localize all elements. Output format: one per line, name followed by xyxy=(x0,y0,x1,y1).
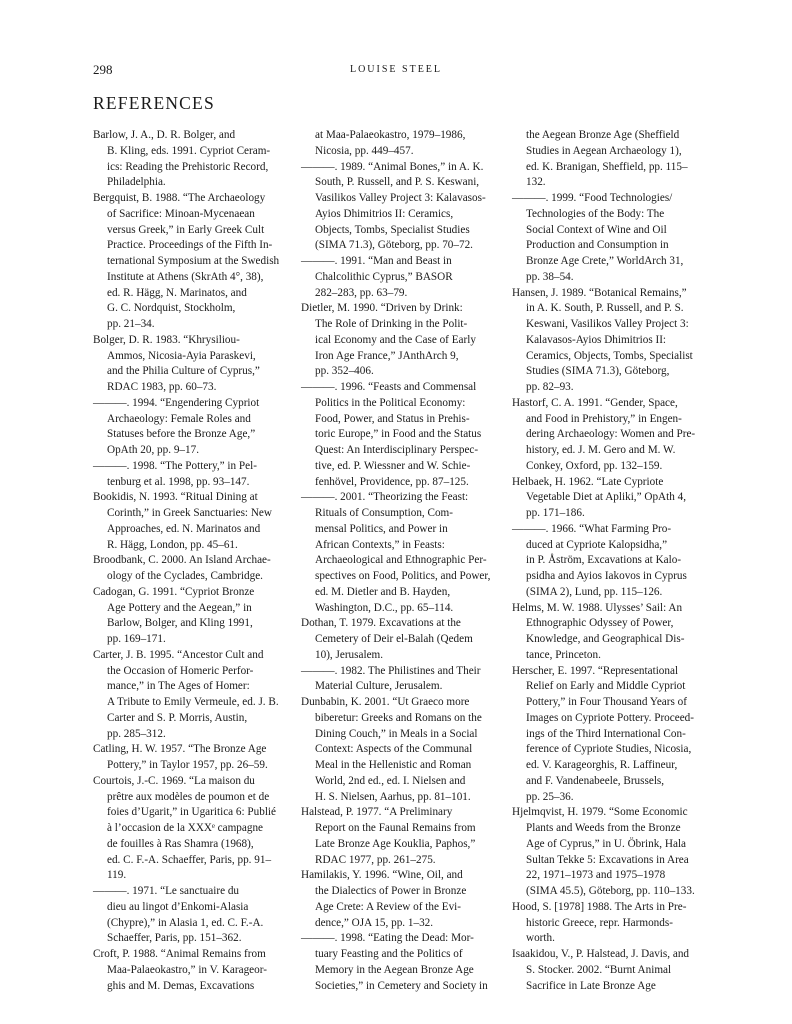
reference-entry xyxy=(512,191,694,286)
reference-entry xyxy=(93,585,275,648)
reference-line: Cadogan, G. 1991. “Cypriot Bronze xyxy=(93,585,255,598)
reference-line: 132. xyxy=(526,176,546,189)
reference-entry xyxy=(301,301,483,380)
section-title: REFERENCES xyxy=(93,93,215,113)
reference-line: Practice. Proceedings of the Fifth In- xyxy=(107,239,273,252)
reference-line: Context: Aspects of the Communal xyxy=(315,743,473,756)
reference-line: Isaakidou, V., P. Halstead, J. Davis, and xyxy=(512,948,690,960)
reference-line: ———. 2001. “Theorizing the Feast: xyxy=(301,491,469,504)
reference-line: H. S. Nielsen, Aarhus, pp. 81–101. xyxy=(315,790,471,803)
reference-line: Age Crete: A Review of the Evi- xyxy=(315,900,462,913)
reference-line: A Tribute to Emily Vermeule, ed. J. B. xyxy=(107,696,279,708)
reference-line: ———. 1989. “Animal Bones,” in A. K. xyxy=(301,160,484,173)
reference-entry xyxy=(93,459,275,491)
reference-line: Dunbabin, K. 2001. “Ut Graeco more xyxy=(301,696,470,708)
reference-line: Hjelmqvist, H. 1979. “Some Economic xyxy=(512,806,688,819)
reference-line: tive, ed. P. Wiessner and W. Schie- xyxy=(315,459,471,472)
reference-entry xyxy=(93,742,275,774)
reference-line: Kalavasos-Ayios Dhimitrios II: xyxy=(526,333,667,346)
reference-line: de fouilles à Ras Shamra (1968), xyxy=(107,837,254,850)
reference-line: in A. K. South, P. Russell, and P. S. xyxy=(526,302,684,315)
reference-entry xyxy=(512,396,694,475)
reference-line: R. Hägg, London, pp. 45–61. xyxy=(107,538,238,551)
reference-line: (SIMA 71.3), Göteborg, pp. 70–72. xyxy=(315,239,473,252)
reference-line: tuary Feasting and the Politics of xyxy=(315,948,463,960)
reference-column-1 xyxy=(93,128,280,994)
reference-line: Plants and Weeds from the Bronze xyxy=(526,822,681,834)
reference-entry xyxy=(93,396,275,459)
reference-line: psidha and Ayios Iakovos in Cyprus xyxy=(526,570,687,582)
reference-line: Ceramics, Objects, Tombs, Specialist xyxy=(526,349,693,362)
reference-line: Helbaek, H. 1962. “Late Cypriote xyxy=(512,475,664,488)
reference-line: Keswani, Vasilikos Valley Project 3: xyxy=(526,318,689,330)
reference-line: Vegetable Diet at Apliki,” OpAth 4, xyxy=(526,491,687,504)
reference-line: Pottery,” in Four Thousand Years of xyxy=(526,696,687,708)
reference-line: pp. 169–171. xyxy=(107,633,166,645)
reference-entry xyxy=(512,286,694,396)
reference-line: Conkey, Oxford, pp. 132–159. xyxy=(526,459,663,472)
reference-line: mance,” in The Ages of Homer: xyxy=(107,680,250,693)
reference-line: Bookidis, N. 1993. “Ritual Dining at xyxy=(93,491,258,504)
reference-entry xyxy=(301,380,483,490)
reference-line: Age of Cyprus,” in U. Öbrink, Hala xyxy=(526,837,687,850)
reference-entry xyxy=(301,868,483,931)
reference-line: OpAth 20, pp. 9–17. xyxy=(107,444,199,456)
reference-entry xyxy=(512,475,694,522)
reference-line: ———. 1991. “Man and Beast in xyxy=(301,255,452,267)
reference-line: dieu au lingot d’Enkomi-Alasia xyxy=(107,900,249,913)
reference-entry xyxy=(301,490,491,616)
reference-line: Cemetery of Deir el-Balah (Qedem xyxy=(315,633,473,645)
reference-line: Objects, Tombs, Specialist Studies xyxy=(315,223,470,236)
reference-line: (SIMA 45.5), Göteborg, pp. 110–133. xyxy=(526,885,695,897)
reference-line: pp. 82–93. xyxy=(526,381,574,393)
reference-line: Bergquist, B. 1988. “The Archaeology xyxy=(93,192,266,204)
reference-line: dence,” OJA 15, pp. 1–32. xyxy=(315,916,434,929)
reference-line: Barlow, J. A., D. R. Bolger, and xyxy=(93,129,236,141)
reference-line: (SIMA 2), Lund, pp. 115–126. xyxy=(526,585,663,598)
reference-line: ed. C. F.-A. Schaeffer, Paris, pp. 91– xyxy=(107,853,272,866)
reference-line: Technologies of the Body: The xyxy=(526,207,665,220)
reference-line: pp. 25–36. xyxy=(526,790,574,803)
reference-line: at Maa-Palaeokastro, 1979–1986, xyxy=(315,129,466,141)
reference-line: ternational Symposium at the Swedish xyxy=(107,255,280,267)
reference-line: tenburg et al. 1998, pp. 93–147. xyxy=(107,475,250,488)
reference-line: foies d’Ugarit,” in Ugaritica 6: Publié xyxy=(107,806,277,819)
reference-line: spectives on Food, Politics, and Power, xyxy=(315,570,491,582)
reference-column-2 xyxy=(301,128,491,994)
reference-line: Hamilakis, Y. 1996. “Wine, Oil, and xyxy=(301,869,463,882)
reference-line: pp. 171–186. xyxy=(526,507,585,519)
reference-line: pp. 38–54. xyxy=(526,270,574,283)
reference-line: ed. K. Branigan, Sheffield, pp. 115– xyxy=(526,160,688,173)
reference-line: Hansen, J. 1989. “Botanical Remains,” xyxy=(512,286,687,299)
reference-line: Rituals of Consumption, Com- xyxy=(315,507,453,519)
reference-line: Late Bronze Age Kouklia, Paphos,” xyxy=(315,837,476,850)
reference-line: Social Context of Wine and Oil xyxy=(526,223,667,236)
reference-line: Studies in Aegean Archaeology 1), xyxy=(526,144,682,157)
reference-line: Nicosia, pp. 449–457. xyxy=(315,144,414,157)
reference-line: Chalcolithic Cyprus,” BASOR xyxy=(315,270,453,283)
reference-line: prêtre aux modèles de poumon et de xyxy=(107,790,270,803)
reference-line: World, 2nd ed., ed. I. Nielsen and xyxy=(315,774,466,787)
reference-line: Institute at Athens (SkrAth 4°, 38), xyxy=(107,270,264,283)
reference-line: RDAC 1983, pp. 60–73. xyxy=(107,381,217,393)
reference-entry xyxy=(93,774,275,884)
reference-line: ———. 1998. “The Pottery,” in Pel- xyxy=(93,459,257,472)
reference-line: ghis and M. Demas, Excavations xyxy=(107,979,255,992)
reference-line: Production and Consumption in xyxy=(526,239,669,252)
reference-line: (Chypre),” in Alasia 1, ed. C. F.-A. xyxy=(107,916,264,929)
reference-line: pp. 352–406. xyxy=(315,365,374,378)
reference-entry xyxy=(93,648,279,743)
reference-line: 22, 1971–1973 and 1975–1978 xyxy=(526,869,666,882)
reference-entry xyxy=(301,128,483,160)
reference-line: South, P. Russell, and P. S. Keswani, xyxy=(315,176,480,189)
reference-line: ed. V. Karageorghis, R. Laffineur, xyxy=(526,759,678,771)
reference-line: Meal in the Hellenistic and Roman xyxy=(315,759,472,771)
reference-line: the Occasion of Homeric Perfor- xyxy=(107,664,254,677)
reference-line: Halstead, P. 1977. “A Preliminary xyxy=(301,806,453,819)
reference-entry xyxy=(301,931,488,994)
reference-line: S. Stocker. 2002. “Burnt Animal xyxy=(526,963,672,976)
reference-line: ———. 1966. “What Farming Pro- xyxy=(512,522,672,535)
reference-line: Courtois, J.-C. 1969. “La maison du xyxy=(93,774,255,787)
reference-line: Broodbank, C. 2000. An Island Archae- xyxy=(93,554,271,567)
reference-line: Hastorf, C. A. 1991. “Gender, Space, xyxy=(512,396,678,409)
reference-entry xyxy=(93,553,275,585)
reference-line: Archaeology: Female Roles and xyxy=(107,412,251,425)
reference-line: Croft, P. 1988. “Animal Remains from xyxy=(93,948,266,960)
reference-line: Carter and S. P. Morris, Austin, xyxy=(107,711,248,724)
page-number: 298 xyxy=(93,62,113,77)
reference-line: ics: Reading the Prehistoric Record, xyxy=(107,160,269,173)
reference-line: Schaeffer, Paris, pp. 151–362. xyxy=(107,932,242,945)
reference-line: toric Europe,” in Food and the Status xyxy=(315,428,482,441)
reference-line: ———. 1982. The Philistines and Their xyxy=(301,664,481,677)
reference-line: ———. 1998. “Eating the Dead: Mor- xyxy=(301,932,474,945)
reference-line: Material Culture, Jerusalem. xyxy=(315,680,443,693)
reference-line: Report on the Faunal Remains from xyxy=(315,822,476,834)
reference-line: in P. Åström, Excavations at Kalo- xyxy=(526,554,682,567)
reference-entry xyxy=(512,128,694,191)
reference-line: Relief on Early and Middle Cypriot xyxy=(526,680,686,693)
reference-line: Knowledge, and Geographical Dis- xyxy=(526,633,685,645)
reference-line: à l’occasion de la XXXᵉ campagne xyxy=(107,822,264,834)
reference-line: versus Greek,” in Early Greek Cult xyxy=(107,223,265,236)
reference-line: of Sacrifice: Minoan-Mycenaean xyxy=(107,207,255,220)
reference-line: Washington, D.C., pp. 65–114. xyxy=(315,601,454,614)
reference-line: Archaeological and Ethnographic Per- xyxy=(315,554,487,567)
reference-line: ology of the Cyclades, Cambridge. xyxy=(107,570,263,582)
reference-line: Carter, J. B. 1995. “Ancestor Cult and xyxy=(93,648,264,661)
reference-entry xyxy=(93,191,280,333)
reference-line: Memory in the Aegean Bronze Age xyxy=(315,963,474,976)
reference-line: mensal Politics, and Power in xyxy=(315,522,448,535)
reference-line: Sacrifice in Late Bronze Age xyxy=(526,979,656,992)
reference-entry xyxy=(512,664,694,806)
reference-line: ed. R. Hägg, N. Marinatos, and xyxy=(107,286,247,299)
reference-line: the Aegean Bronze Age (Sheffield xyxy=(526,129,680,141)
reference-line: Dietler, M. 1990. “Driven by Drink: xyxy=(301,302,463,315)
reference-line: dering Archaeology: Women and Pre- xyxy=(526,428,696,441)
reference-line: The Role of Drinking in the Polit- xyxy=(315,318,468,330)
reference-line: Sultan Tekke 5: Excavations in Area xyxy=(526,853,689,866)
reference-line: ———. 1996. “Feasts and Commensal xyxy=(301,381,477,393)
reference-line: Approaches, ed. N. Marinatos and xyxy=(107,522,261,535)
reference-line: duced at Cypriote Kalopsidha,” xyxy=(526,538,668,551)
reference-line: African Contexts,” in Feasts: xyxy=(315,538,445,551)
reference-line: Statuses before the Bronze Age,” xyxy=(107,428,256,441)
reference-line: ———. 1994. “Engendering Cypriot xyxy=(93,396,260,409)
reference-line: Dothan, T. 1979. Excavations at the xyxy=(301,617,461,630)
reference-entry xyxy=(93,128,275,191)
reference-line: RDAC 1977, pp. 261–275. xyxy=(315,853,436,866)
reference-line: Politics in the Political Economy: xyxy=(315,396,466,409)
running-head: LOUISE STEEL xyxy=(349,64,443,75)
reference-line: Catling, H. W. 1957. “The Bronze Age xyxy=(93,743,267,756)
reference-line: Quest: An Interdisciplinary Perspec- xyxy=(315,444,479,456)
reference-entry xyxy=(301,616,483,663)
reference-line: Dining Couch,” in Meals in a Social xyxy=(315,727,478,740)
reference-entry xyxy=(93,333,275,396)
reference-line: 119. xyxy=(107,869,127,882)
reference-line: Iron Age France,” JAnthArch 9, xyxy=(315,349,459,362)
reference-entry xyxy=(512,601,694,664)
reference-entry xyxy=(301,160,486,255)
reference-line: fenhövel, Providence, pp. 87–125. xyxy=(315,475,469,488)
reference-line: Food, Power, and Status in Prehis- xyxy=(315,412,470,425)
reference-line: historic Greece, repr. Harmonds- xyxy=(526,916,673,929)
reference-column-3 xyxy=(512,128,694,994)
reference-line: ings of the Third International Con- xyxy=(526,727,686,740)
reference-line: Herscher, E. 1997. “Representational xyxy=(512,664,679,677)
reference-line: the Dialectics of Power in Bronze xyxy=(315,885,467,897)
reference-line: 282–283, pp. 63–79. xyxy=(315,286,408,299)
reference-line: history, ed. J. M. Gero and M. W. xyxy=(526,444,676,456)
reference-entry xyxy=(512,805,694,900)
reference-line: Maa-Palaeokastro,” in V. Karageor- xyxy=(107,963,267,976)
reference-line: Ayios Dhimitrios II: Ceramics, xyxy=(315,207,454,220)
reference-line: tance, Princeton. xyxy=(526,648,601,661)
reference-line: Bolger, D. R. 1983. “Khrysiliou- xyxy=(93,333,240,346)
reference-line: 10), Jerusalem. xyxy=(315,648,384,661)
reference-entry xyxy=(301,664,483,696)
reference-entry xyxy=(301,695,483,805)
reference-line: Ammos, Nicosia-Ayia Paraskevi, xyxy=(107,349,256,362)
reference-entry xyxy=(512,900,694,947)
reference-line: Studies (SIMA 71.3), Göteborg, xyxy=(526,365,670,378)
reference-line: Societies,” in Cemetery and Society in xyxy=(315,979,488,992)
reference-line: Barlow, Bolger, and Kling 1991, xyxy=(107,617,253,630)
reference-line: ference of Cypriote Studies, Nicosia, xyxy=(526,743,692,756)
reference-line: Corinth,” in Greek Sanctuaries: New xyxy=(107,507,272,519)
reference-line: ———. 1999. “Food Technologies/ xyxy=(512,192,673,204)
reference-line: and F. Vandenabeele, Brussels, xyxy=(526,774,665,787)
reference-line: Bronze Age Crete,” WorldArch 31, xyxy=(526,255,684,267)
reference-line: pp. 285–312. xyxy=(107,727,166,740)
reference-entry xyxy=(301,805,483,868)
reference-line: and Food in Prehistory,” in Engen- xyxy=(526,412,682,425)
reference-entry xyxy=(512,522,694,601)
reference-line: ed. M. Dietler and B. Hayden, xyxy=(315,585,451,598)
reference-line: Ethnographic Odyssey of Power, xyxy=(526,617,674,630)
reference-entry xyxy=(93,947,275,994)
reference-entry xyxy=(301,254,483,301)
reference-line: worth. xyxy=(526,932,555,945)
reference-line: B. Kling, eds. 1991. Cypriot Ceram- xyxy=(107,144,271,157)
reference-entry xyxy=(93,884,275,947)
reference-entry xyxy=(93,490,275,553)
reference-line: and the Philia Culture of Cyprus,” xyxy=(107,365,260,378)
reference-line: Hood, S. [1978] 1988. The Arts in Pre- xyxy=(512,900,687,913)
reference-line: Pottery,” in Taylor 1957, pp. 26–59. xyxy=(107,759,268,771)
reference-line: Age Pottery and the Aegean,” in xyxy=(107,601,252,614)
reference-line: G. C. Nordquist, Stockholm, xyxy=(107,302,236,315)
reference-line: Philadelphia. xyxy=(107,176,166,189)
reference-line: biberetur: Greeks and Romans on the xyxy=(315,711,482,724)
reference-entry xyxy=(512,947,694,994)
reference-line: Helms, M. W. 1988. Ulysses’ Sail: An xyxy=(512,601,683,614)
reference-line: ———. 1971. “Le sanctuaire du xyxy=(93,885,240,897)
reference-line: Vasilikos Valley Project 3: Kalavasos- xyxy=(315,192,486,204)
reference-line: ical Economy and the Case of Early xyxy=(315,333,476,346)
reference-line: Images on Cypriote Pottery. Proceed- xyxy=(526,711,694,724)
reference-line: pp. 21–34. xyxy=(107,318,155,330)
